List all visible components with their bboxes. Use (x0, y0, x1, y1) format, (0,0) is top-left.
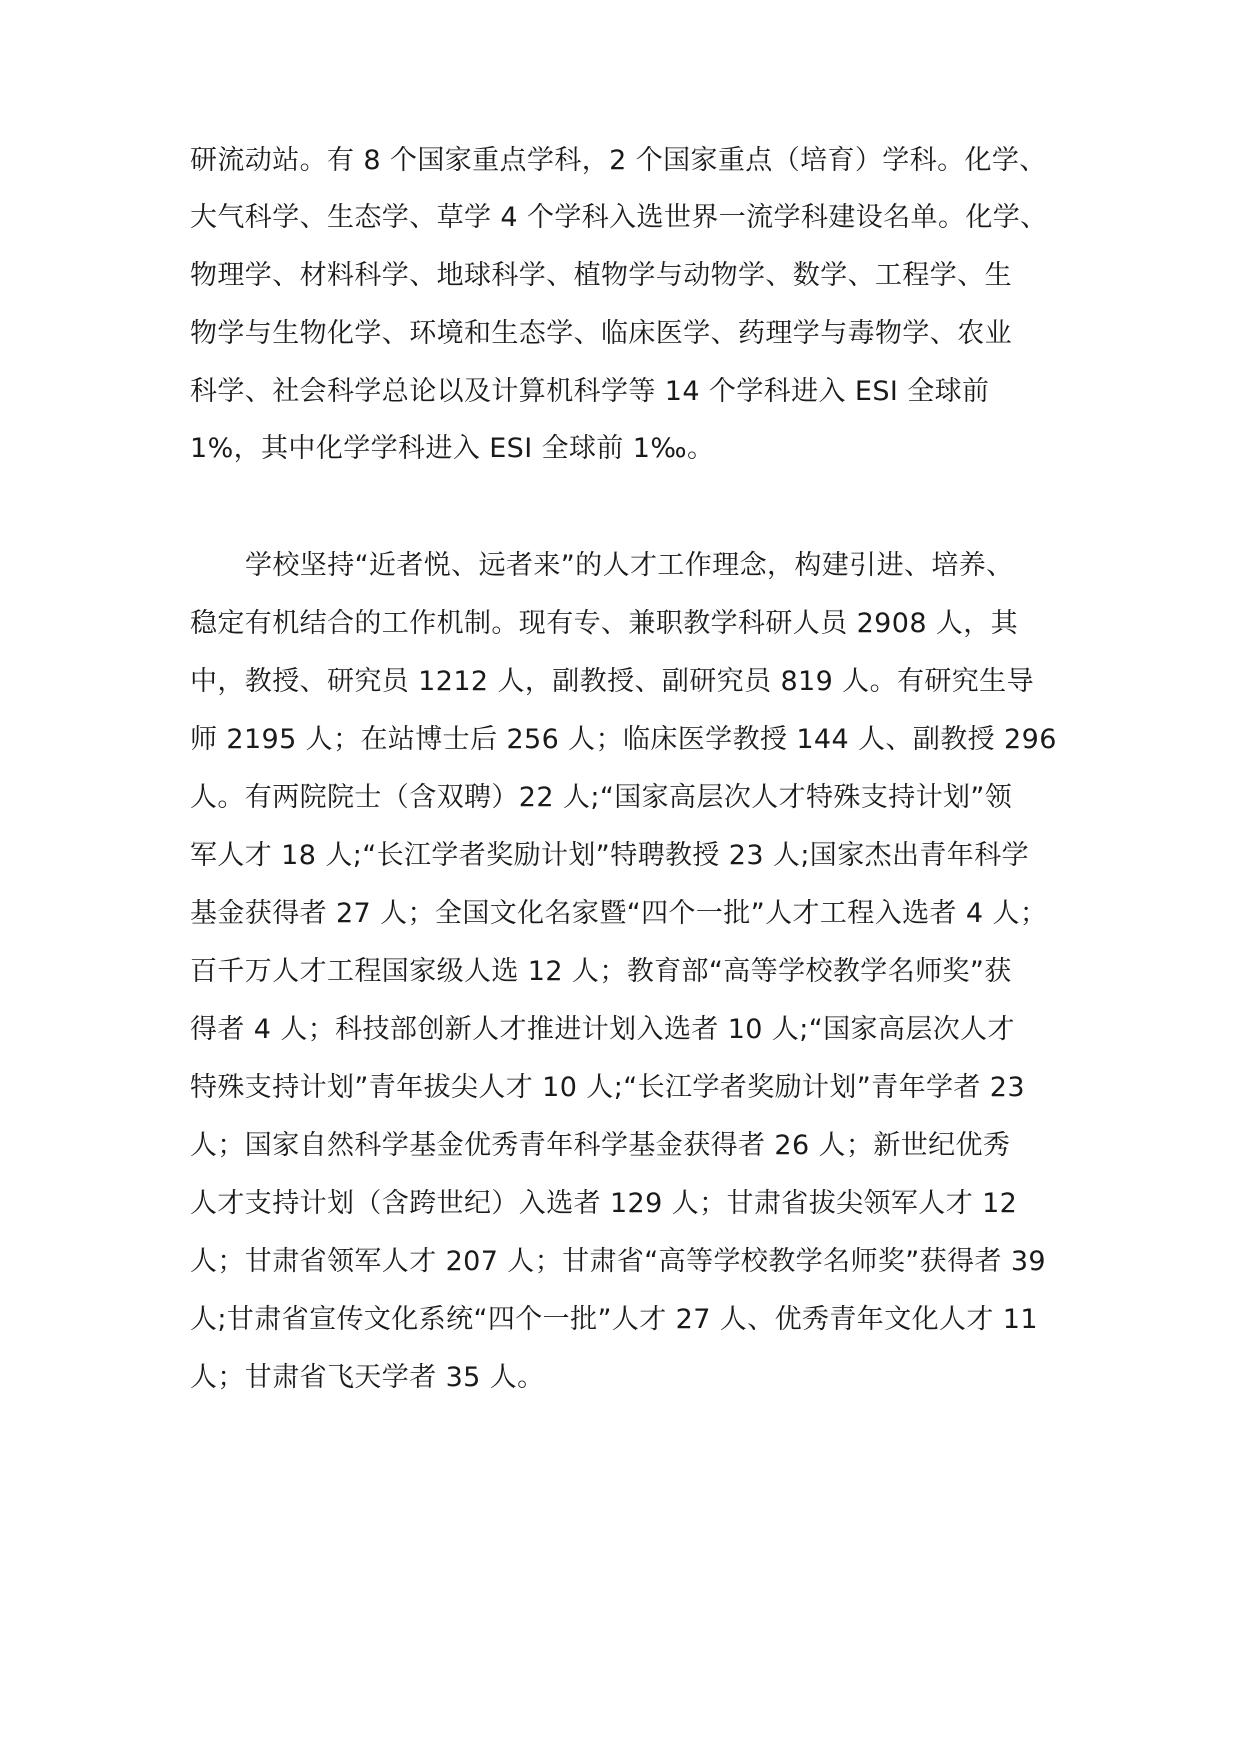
text-line: 物理学、材料科学、地球科学、植物学与动物学、数学、工程学、生 (190, 260, 1012, 291)
text-line: 师 2195 人；在站博士后 256 人；临床医学教授 144 人、副教授 296 (190, 724, 1057, 755)
text-line: 稳定有机结合的工作机制。现有专、兼职教学科研人员 2908 人，其 (190, 608, 1019, 639)
text-line: 百千万人才工程国家级人选 12 人；教育部“高等学校教学名师奖”获 (190, 956, 1012, 987)
text-line: 人；国家自然科学基金优秀青年科学基金获得者 26 人；新世纪优秀 (190, 1130, 1011, 1161)
text-line: 人;甘肃省宣传文化系统“四个一批”人才 27 人、优秀青年文化人才 11 (190, 1304, 1038, 1335)
text-line: 中，教授、研究员 1212 人，副教授、副研究员 819 人。有研究生导 (190, 666, 1034, 697)
text-line: 学校坚持“近者悦、远者来”的人才工作理念，构建引进、培养、 (245, 550, 1014, 581)
text-line: 人才支持计划（含跨世纪）入选者 129 人；甘肃省拔尖领军人才 12 (190, 1188, 1018, 1219)
text-line: 军人才 18 人;“长江学者奖励计划”特聘教授 23 人;国家杰出青年科学 (190, 840, 1030, 871)
text-line: 得者 4 人；科技部创新人才推进计划入选者 10 人;“国家高层次人才 (190, 1014, 1015, 1045)
text-line: 科学、社会科学总论以及计算机科学等 14 个学科进入 ESI 全球前 (190, 376, 990, 407)
text-line: 1%，其中化学学科进入 ESI 全球前 1‰。 (190, 433, 715, 464)
text-line: 人；甘肃省飞天学者 35 人。 (190, 1362, 545, 1393)
text-line: 基金获得者 27 人；全国文化名家暨“四个一批”人才工程入选者 4 人； (190, 898, 1048, 929)
text-line: 大气科学、生态学、草学 4 个学科入选世界一流学科建设名单。化学、 (190, 202, 1048, 233)
text-line: 人。有两院院士（含双聘）22 人;“国家高层次人才特殊支持计划”领 (190, 782, 1013, 813)
text-line: 人；甘肃省领军人才 207 人；甘肃省“高等学校教学名师奖”获得者 39 (190, 1246, 1047, 1277)
text-line: 物学与生物化学、环境和生态学、临床医学、药理学与毒物学、农业 (190, 318, 1012, 349)
text-line: 特殊支持计划”青年拔尖人才 10 人;“长江学者奖励计划”青年学者 23 (190, 1072, 1025, 1103)
text-line: 研流动站。有 8 个国家重点学科，2 个国家重点（培育）学科。化学、 (190, 145, 1047, 176)
